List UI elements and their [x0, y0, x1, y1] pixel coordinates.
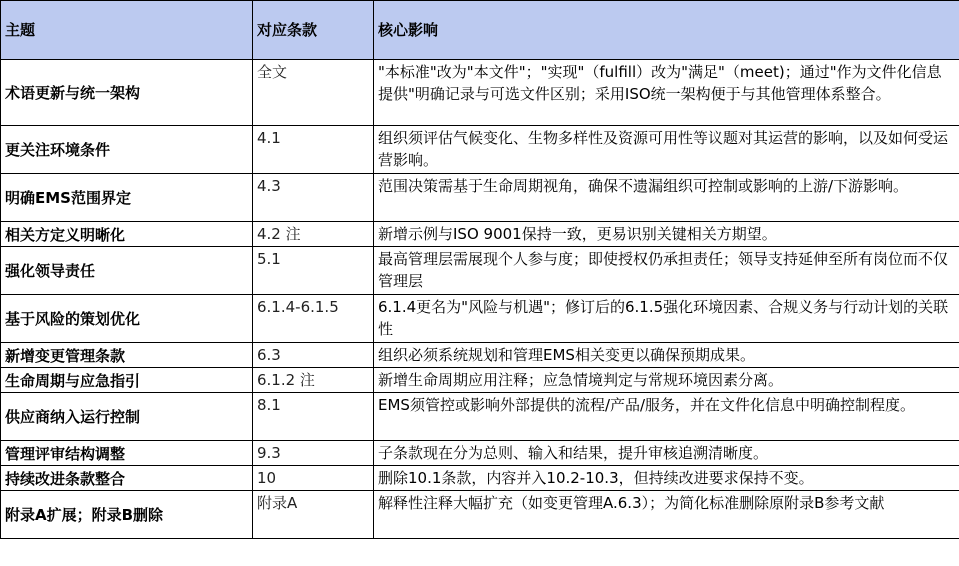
table-row: [1, 222, 959, 247]
topic-cell: 持续改进条款整合: [1, 466, 253, 491]
topic-cell: 附录A扩展；附录B删除: [1, 491, 253, 539]
header-row: [1, 1, 959, 60]
table-row: [1, 368, 959, 393]
impact-cell: "本标准"改为"本文件"；"实现"（fulfill）改为"满足"（meet)；通过"作为文件化信息提供"明确记录与可选文件区别；采用ISO统一架构便于与其他管理体系整合。: [374, 60, 959, 126]
impact-cell: 范围决策需基于生命周期视角，确保不遗漏组织可控制或影响的上游/下游影响。: [374, 174, 959, 222]
table-row: [1, 247, 959, 295]
impact-cell: 子条款现在分为总则、输入和结果，提升审核追溯清晰度。: [374, 441, 959, 466]
impact-cell: 组织必须系统规划和管理EMS相关变更以确保预期成果。: [374, 343, 959, 368]
table-row: [1, 60, 959, 126]
topic-cell: 明确EMS范围界定: [1, 174, 253, 222]
impact-cell: EMS须管控或影响外部提供的流程/产品/服务，并在文件化信息中明确控制程度。: [374, 393, 959, 441]
header-impact: 核心影响: [374, 1, 959, 60]
topic-cell: 管理评审结构调整: [1, 441, 253, 466]
clause-cell: 6.3: [253, 343, 374, 368]
clause-cell: 9.3: [253, 441, 374, 466]
clause-cell: 4.1: [253, 126, 374, 174]
clause-cell: 8.1: [253, 393, 374, 441]
impact-cell: 组织须评估气候变化、生物多样性及资源可用性等议题对其运营的影响，以及如何受运营影响。: [374, 126, 959, 174]
topic-cell: 更关注环境条件: [1, 126, 253, 174]
clause-cell: 5.1: [253, 247, 374, 295]
clause-cell: 10: [253, 466, 374, 491]
clause-cell: 4.3: [253, 174, 374, 222]
impact-cell: 新增示例与ISO 9001保持一致，更易识别关键相关方期望。: [374, 222, 959, 247]
clause-cell: 附录A: [253, 491, 374, 539]
clause-cell: 6.1.4-6.1.5: [253, 295, 374, 343]
impact-cell: 新增生命周期应用注释；应急情境判定与常规环境因素分离。: [374, 368, 959, 393]
table-row: [1, 126, 959, 174]
topic-cell: 生命周期与应急指引: [1, 368, 253, 393]
topic-cell: 基于风险的策划优化: [1, 295, 253, 343]
impact-cell: 解释性注释大幅扩充（如变更管理A.6.3）；为简化标准删除原附录B参考文献: [374, 491, 959, 539]
topic-cell: 强化领导责任: [1, 247, 253, 295]
clause-cell: 4.2 注: [253, 222, 374, 247]
impact-cell: 6.1.4更名为"风险与机遇"；修订后的6.1.5强化环境因素、合规义务与行动计划的关联性: [374, 295, 959, 343]
header-topic: 主题: [1, 1, 253, 60]
topic-cell: 供应商纳入运行控制: [1, 393, 253, 441]
table-row: [1, 491, 959, 539]
header-clause: 对应条款: [253, 1, 374, 60]
impact-cell: 最高管理层需展现个人参与度；即使授权仍承担责任；领导支持延伸至所有岗位而不仅管理层: [374, 247, 959, 295]
table-row: [1, 174, 959, 222]
topic-cell: 相关方定义明晰化: [1, 222, 253, 247]
clause-cell: 6.1.2 注: [253, 368, 374, 393]
table-row: [1, 466, 959, 491]
topic-cell: 术语更新与统一架构: [1, 60, 253, 126]
table-row: [1, 393, 959, 441]
impact-cell: 删除10.1条款，内容并入10.2-10.3，但持续改进要求保持不变。: [374, 466, 959, 491]
table-row: [1, 295, 959, 343]
clause-cell: 全文: [253, 60, 374, 126]
table-row: [1, 343, 959, 368]
topic-cell: 新增变更管理条款: [1, 343, 253, 368]
table-row: [1, 441, 959, 466]
